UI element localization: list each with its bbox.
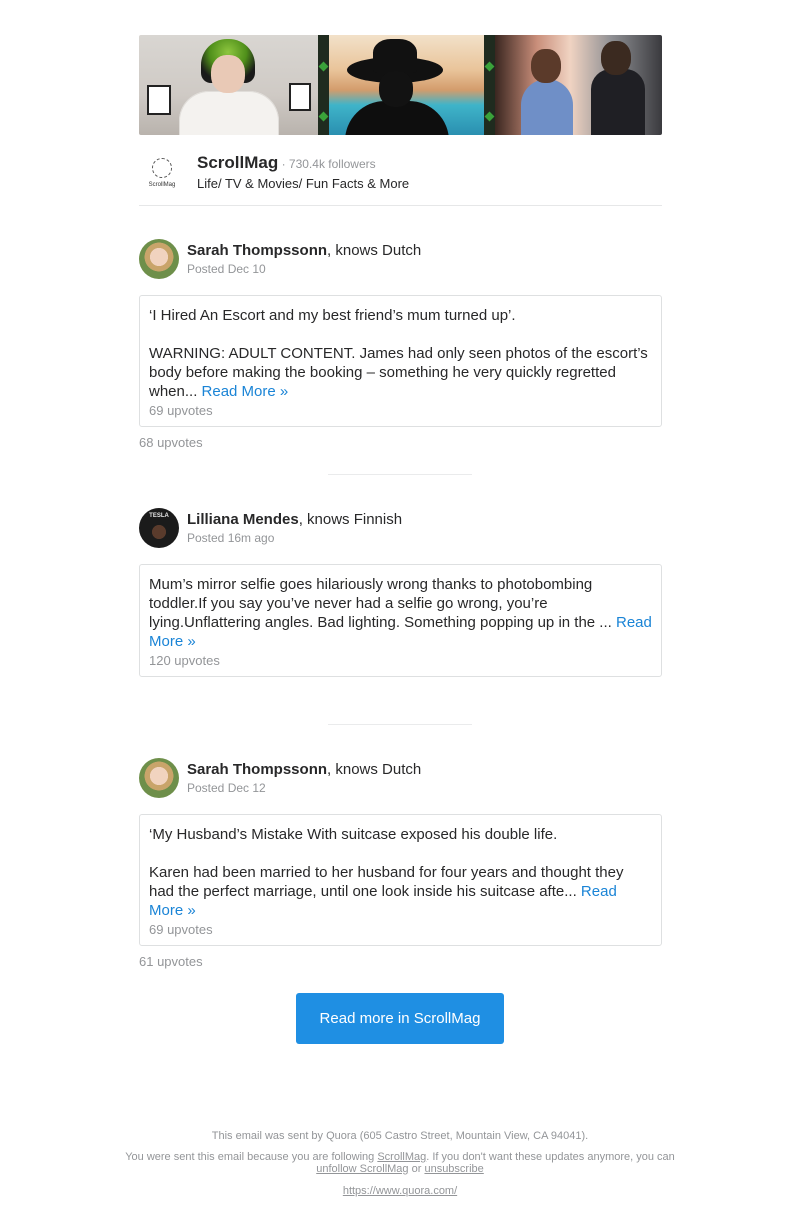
post-title: ‘My Husband’s Mistake With suitcase exposed his double life. <box>149 826 558 843</box>
post-card[interactable] <box>139 814 662 946</box>
divider <box>328 474 472 475</box>
avatar[interactable] <box>139 239 179 279</box>
divider-strip <box>318 35 329 135</box>
author-line: Sarah Thompssonn, knows Dutch <box>187 761 422 778</box>
post-title: ‘I Hired An Escort and my best friend’s mum turned up’. <box>149 307 516 324</box>
post-body: WARNING: ADULT CONTENT. James had only seen photos of the escort’s body before making the booking – something he very quickly regretted when... Read More » <box>149 345 648 400</box>
space-name[interactable] <box>197 153 376 173</box>
portrait-photo <box>139 35 318 135</box>
space-logo-icon[interactable]: ScrollMag <box>145 156 179 190</box>
post-date: Posted Dec 10 <box>187 262 266 276</box>
read-more-in-space-button[interactable]: Read more in ScrollMag <box>296 993 504 1044</box>
space-banner[interactable] <box>139 35 662 135</box>
post-date: Posted 16m ago <box>187 531 275 545</box>
space-header <box>139 150 662 206</box>
unsubscribe-link[interactable]: unsubscribe <box>424 1163 484 1175</box>
post-body: Mum’s mirror selfie goes hilariously wrong thanks to photobombing toddler.If you say you’ve never had a selfie go wrong, you’re lying.Unflattering angles. Bad lighting. Something popping up in the ... Read More » <box>149 576 652 650</box>
read-more-link[interactable]: Read More » <box>201 383 289 400</box>
card-upvotes: 120 upvotes <box>149 653 220 668</box>
space-link[interactable]: ScrollMag <box>377 1151 427 1163</box>
author-line: Lilliana Mendes, knows Finnish <box>187 511 403 528</box>
unfollow-link[interactable]: unfollow ScrollMag <box>316 1163 409 1175</box>
card-upvotes: 69 upvotes <box>149 922 213 937</box>
read-more-link[interactable]: Read More » <box>149 883 617 919</box>
couple-dance-photo <box>495 35 662 135</box>
post-body: Karen had been married to her husband for four years and thought they had the perfect marriage, until one look inside his suitcase afte... Read More » <box>149 864 624 919</box>
followers-count: · 730.4k followers <box>278 157 376 171</box>
post-card[interactable] <box>139 295 662 427</box>
post-date: Posted Dec 12 <box>187 781 266 795</box>
avatar[interactable]: TESLA <box>139 508 179 548</box>
author-line: Sarah Thompssonn, knows Dutch <box>187 242 422 259</box>
upvote-count: 61 upvotes <box>139 954 203 969</box>
author-name[interactable]: Lilliana Mendes <box>187 511 299 528</box>
avatar[interactable] <box>139 758 179 798</box>
footer-sender: This email was sent by Quora (605 Castro Street, Mountain View, CA 94041). <box>211 1130 589 1142</box>
space-description: Life/ TV & Movies/ Fun Facts & More <box>197 176 410 191</box>
footer-url <box>120 1185 680 1197</box>
read-more-link[interactable]: Read More » <box>149 614 652 650</box>
post-card[interactable] <box>139 564 662 677</box>
card-upvotes: 69 upvotes <box>149 403 213 418</box>
author-name[interactable]: Sarah Thompssonn <box>187 242 328 259</box>
silhouette-hat-photo <box>329 35 485 135</box>
author-name[interactable]: Sarah Thompssonn <box>187 761 328 778</box>
upvote-count: 68 upvotes <box>139 435 203 450</box>
divider <box>328 724 472 725</box>
space-name-link[interactable]: ScrollMag <box>197 153 279 172</box>
footer-reason: You were sent this email because you are following ScrollMag. If you don't want these updates anymore, you can unfollow ScrollMag or unsubscribe <box>125 1151 675 1175</box>
divider-strip <box>484 35 495 135</box>
quora-link[interactable]: https://www.quora.com/ <box>342 1185 458 1197</box>
